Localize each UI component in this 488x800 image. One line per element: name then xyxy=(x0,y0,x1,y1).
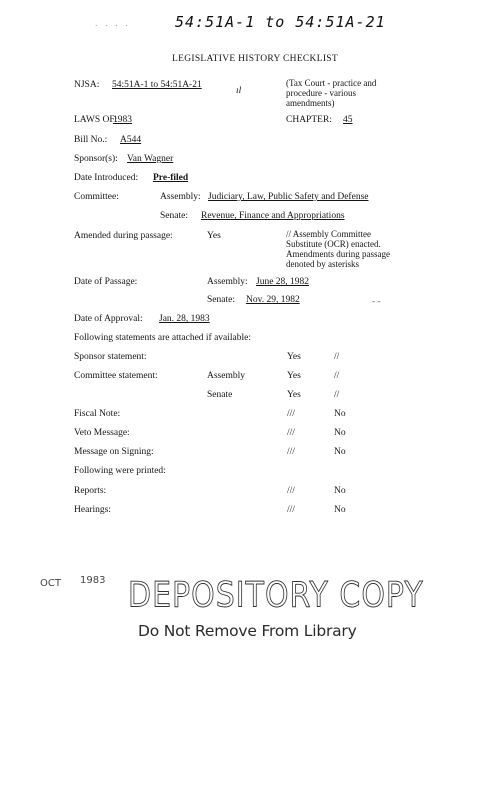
passage-side-mark: - - xyxy=(372,297,381,307)
amended-note: // Assembly Committee Substitute (OCR) enacted. Amendments during passage denoted by asterisks xyxy=(286,229,390,269)
amended-label: Amended during passage: xyxy=(74,231,173,241)
reports-mark: /// xyxy=(287,486,295,496)
committee-statement-senate-label: Senate xyxy=(207,390,233,400)
sponsor-statement-mark: // xyxy=(334,352,340,362)
fiscal-note-value: No xyxy=(334,409,346,419)
stamp-year: 1983 xyxy=(80,575,106,586)
fiscal-note-label: Fiscal Note: xyxy=(74,409,121,419)
reports-label: Reports: xyxy=(74,486,107,496)
bill-label: Bill No.: xyxy=(74,135,108,145)
laws-value: 1983 xyxy=(113,115,132,125)
committee-statement-senate-mark: // xyxy=(334,390,340,400)
sponsor-value: Van Wagner xyxy=(127,154,174,164)
committee-statement-assembly-mark: // xyxy=(334,371,340,381)
passage-senate-label: Senate: xyxy=(207,295,235,305)
njsa-value: 54:51A-1 to 54:51A-21 xyxy=(112,80,202,90)
margin-mark: ıl xyxy=(236,86,242,96)
passage-senate-value: Nov. 29, 1982 xyxy=(246,295,300,305)
date-introduced-value: Pre-filed xyxy=(153,173,189,183)
signing-message-label: Message on Signing: xyxy=(74,447,154,457)
hearings-mark: /// xyxy=(287,505,295,515)
veto-message-mark: /// xyxy=(287,428,295,438)
committee-statement-assembly-value: Yes xyxy=(287,371,301,381)
committee-statement-assembly-label: Assembly xyxy=(207,371,245,381)
hearings-label: Hearings: xyxy=(74,505,111,515)
bill-value: A544 xyxy=(120,135,142,145)
committee-statement-senate-value: Yes xyxy=(287,390,301,400)
chapter-value: 45 xyxy=(343,115,353,125)
committee-senate-label: Senate: xyxy=(160,211,188,221)
njsa-label: NJSA: xyxy=(74,80,100,90)
hearings-value: No xyxy=(334,505,346,515)
committee-senate-value: Revenue, Finance and Appropriations xyxy=(201,211,345,221)
committee-assembly-value: Judiciary, Law, Public Safety and Defense xyxy=(208,192,369,202)
stamp-month: OCT xyxy=(40,578,61,589)
passage-assembly-value: June 28, 1982 xyxy=(256,277,310,287)
passage-assembly-label: Assembly: xyxy=(207,277,248,287)
scan-speckles: · · · · xyxy=(95,22,131,30)
veto-message-value: No xyxy=(334,428,346,438)
laws-label: LAWS OF: xyxy=(74,115,118,125)
veto-message-label: Veto Message: xyxy=(74,428,130,438)
njsa-description: (Tax Court - practice and procedure - various amendments) xyxy=(286,78,377,108)
approval-value: Jan. 28, 1983 xyxy=(159,314,210,324)
date-introduced-label: Date Introduced: xyxy=(74,173,139,183)
handwritten-citation: 54:51A-1 to 54:51A-21 xyxy=(175,13,386,31)
page-title: LEGISLATIVE HISTORY CHECKLIST xyxy=(172,54,338,64)
committee-label: Committee: xyxy=(74,192,119,202)
committee-statement-label: Committee statement: xyxy=(74,371,158,381)
committee-assembly-label: Assembly: xyxy=(160,192,201,202)
fiscal-note-mark: /// xyxy=(287,409,295,419)
reports-value: No xyxy=(334,486,346,496)
approval-label: Date of Approval: xyxy=(74,314,143,324)
attached-heading: Following statements are attached if available: xyxy=(74,333,252,343)
stamp-depository-copy: DEPOSITORY COPY xyxy=(128,575,424,616)
passage-label: Date of Passage: xyxy=(74,277,138,287)
signing-message-mark: /// xyxy=(287,447,295,457)
sponsor-statement-label: Sponsor statement: xyxy=(74,352,147,362)
sponsor-label: Sponsor(s): xyxy=(74,154,118,164)
printed-heading: Following were printed: xyxy=(74,466,166,476)
chapter-label: CHAPTER: xyxy=(286,115,332,125)
amended-value: Yes xyxy=(207,231,221,241)
stamp-do-not-remove: Do Not Remove From Library xyxy=(138,622,357,640)
sponsor-statement-value: Yes xyxy=(287,352,301,362)
signing-message-value: No xyxy=(334,447,346,457)
